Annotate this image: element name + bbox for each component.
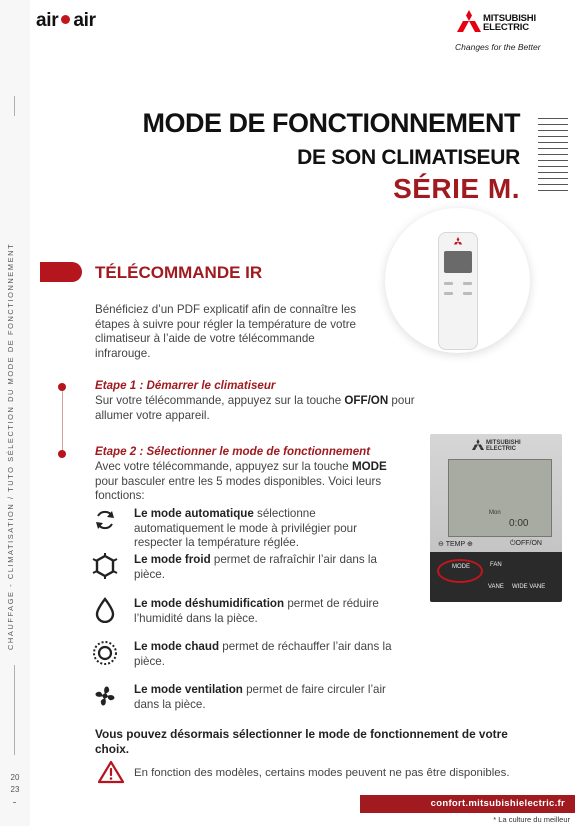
warning-text: En fonction des modèles, certains modes peuvent ne pas être disponibles. xyxy=(134,767,510,779)
photo-vane-label: VANE xyxy=(488,584,504,590)
mode-fan-desc: permet de faire circuler l’air dans la pièce. xyxy=(134,683,386,711)
step2-text xyxy=(95,460,405,504)
mode-fan-text xyxy=(134,683,394,712)
step1-text-a: Sur votre télécommande, appuyez sur la touche xyxy=(95,394,345,407)
remote-button xyxy=(444,282,453,285)
sidebar-divider-top xyxy=(14,96,15,116)
snowflake-icon xyxy=(92,553,118,579)
lcd-time: 0:00 xyxy=(509,518,529,529)
section-title: TÉLÉCOMMANDE IR xyxy=(95,263,263,282)
photo-brand-line2: ELECTRIC xyxy=(486,446,516,452)
mode-cold-text xyxy=(134,553,394,582)
temp-label: TEMP xyxy=(445,541,466,548)
footer-url-link[interactable]: confort.mitsubishielectric.fr xyxy=(430,798,565,809)
remote-button xyxy=(463,282,472,285)
mode-heat-label: Le mode chaud xyxy=(134,640,220,653)
air-air-logo[interactable] xyxy=(36,10,96,32)
mode-dehumid-text xyxy=(134,597,394,626)
photo-wide-vane-label: WIDE VANE xyxy=(512,584,546,590)
remote-logo-icon xyxy=(452,237,464,247)
step1-key: OFF/ON xyxy=(344,394,389,407)
section-pill xyxy=(40,262,82,282)
three-diamonds-icon xyxy=(457,10,481,32)
mitsubishi-tagline: Changes for the Better xyxy=(455,42,541,52)
photo-offon-label: ⏻OFF/ON xyxy=(510,540,542,547)
year-top: 20 xyxy=(10,773,20,782)
logo-word-2: air xyxy=(73,10,96,31)
fan-icon xyxy=(92,683,118,709)
mode-button-highlight xyxy=(437,559,483,583)
step2-dot xyxy=(58,450,66,458)
photo-brand-line1: MITSUBISHI xyxy=(486,440,521,446)
step2-key: MODE xyxy=(351,460,387,473)
remote-button xyxy=(463,292,472,295)
step1-title: Etape 1 : Démarrer le climatiseur xyxy=(95,379,276,392)
title-line2: DE SON CLIMATISEUR xyxy=(297,146,520,169)
offon-label: OFF/ON xyxy=(515,540,542,547)
final-note: Vous pouvez désormais sélectionner le mode de fonctionnement de votre choix. xyxy=(95,727,508,756)
sidebar-divider-bottom xyxy=(14,665,15,755)
lcd-mon: Mon xyxy=(489,510,501,516)
step1-dot xyxy=(58,383,66,391)
droplet-icon xyxy=(92,597,118,623)
mitsubishi-name xyxy=(483,14,536,32)
remote-button xyxy=(444,292,453,295)
mode-dehumid-desc: permet de réduire l’humidité dans la pièce. xyxy=(134,597,379,625)
remote-photo xyxy=(430,434,562,602)
warning-icon xyxy=(97,760,125,784)
decorative-stripes xyxy=(538,118,568,196)
remote-screen xyxy=(444,251,472,273)
sun-icon xyxy=(92,640,118,666)
photo-mode-label: MODE xyxy=(452,564,470,570)
mode-auto-label: Le mode automatique xyxy=(134,507,254,520)
mode-cold-desc: permet de rafraîchir l’air dans la pièce. xyxy=(134,553,377,581)
title-line3: SÉRIE M. xyxy=(393,173,520,204)
step2-text-a: Avec votre télécommande, appuyez sur la touche xyxy=(95,460,352,473)
mitsubishi-name-line1: MITSUBISHI xyxy=(483,13,536,24)
mode-fan-label: Le mode ventilation xyxy=(134,683,243,696)
photo-brand xyxy=(486,440,521,452)
step1-text-b: pour allumer votre appareil. xyxy=(95,394,415,422)
step1-text xyxy=(95,394,415,423)
photo-lcd xyxy=(448,459,552,537)
mode-heat-desc: permet de réchauffer l’air dans la pièce. xyxy=(134,640,392,668)
title-line1: MODE DE FONCTIONNEMENT xyxy=(142,108,520,138)
mode-dehumid-label: Le mode déshumidification xyxy=(134,597,285,610)
auto-mode-icon xyxy=(92,507,118,533)
footer-note: * La culture du meilleur xyxy=(493,815,570,824)
mode-auto-text xyxy=(134,507,394,551)
sidebar-vertical-text: CHAUFFAGE - CLIMATISATION / TUTO SÉLECTION DU MODE DE FONCTIONNEMENT xyxy=(6,242,15,650)
mitsubishi-name-line2: ELECTRIC xyxy=(483,22,529,33)
logo-word-1: air xyxy=(36,10,59,31)
mode-heat-text xyxy=(134,640,394,669)
photo-temp-label: ⊖ TEMP ⊕ xyxy=(438,541,473,548)
step-timeline-line xyxy=(62,387,63,453)
remote-control-image xyxy=(438,232,478,350)
photo-logo-icon xyxy=(472,439,484,450)
photo-fan-label: FAN xyxy=(490,562,502,568)
step2-title: Etape 2 : Sélectionner le mode de fonctionnement xyxy=(95,445,371,458)
mitsubishi-logo[interactable] xyxy=(455,8,565,58)
mode-cold-label: Le mode froid xyxy=(134,553,211,566)
step2-text-b: pour basculer entre les 5 modes disponibles. Voici leurs fonctions: xyxy=(95,474,382,502)
intro-paragraph: Bénéficiez d’un PDF explicatif afin de connaître les étapes à suivre pour régler la température de votre climatiseur à l’aide de votre télécommande infrarouge. xyxy=(95,303,357,360)
mode-auto-desc: sélectionne automatiquement le mode à privilégier pour respecter la température réglée. xyxy=(134,507,357,549)
year-dash xyxy=(13,802,16,803)
year-bottom: 23 xyxy=(10,785,20,794)
logo-dot xyxy=(61,15,70,24)
